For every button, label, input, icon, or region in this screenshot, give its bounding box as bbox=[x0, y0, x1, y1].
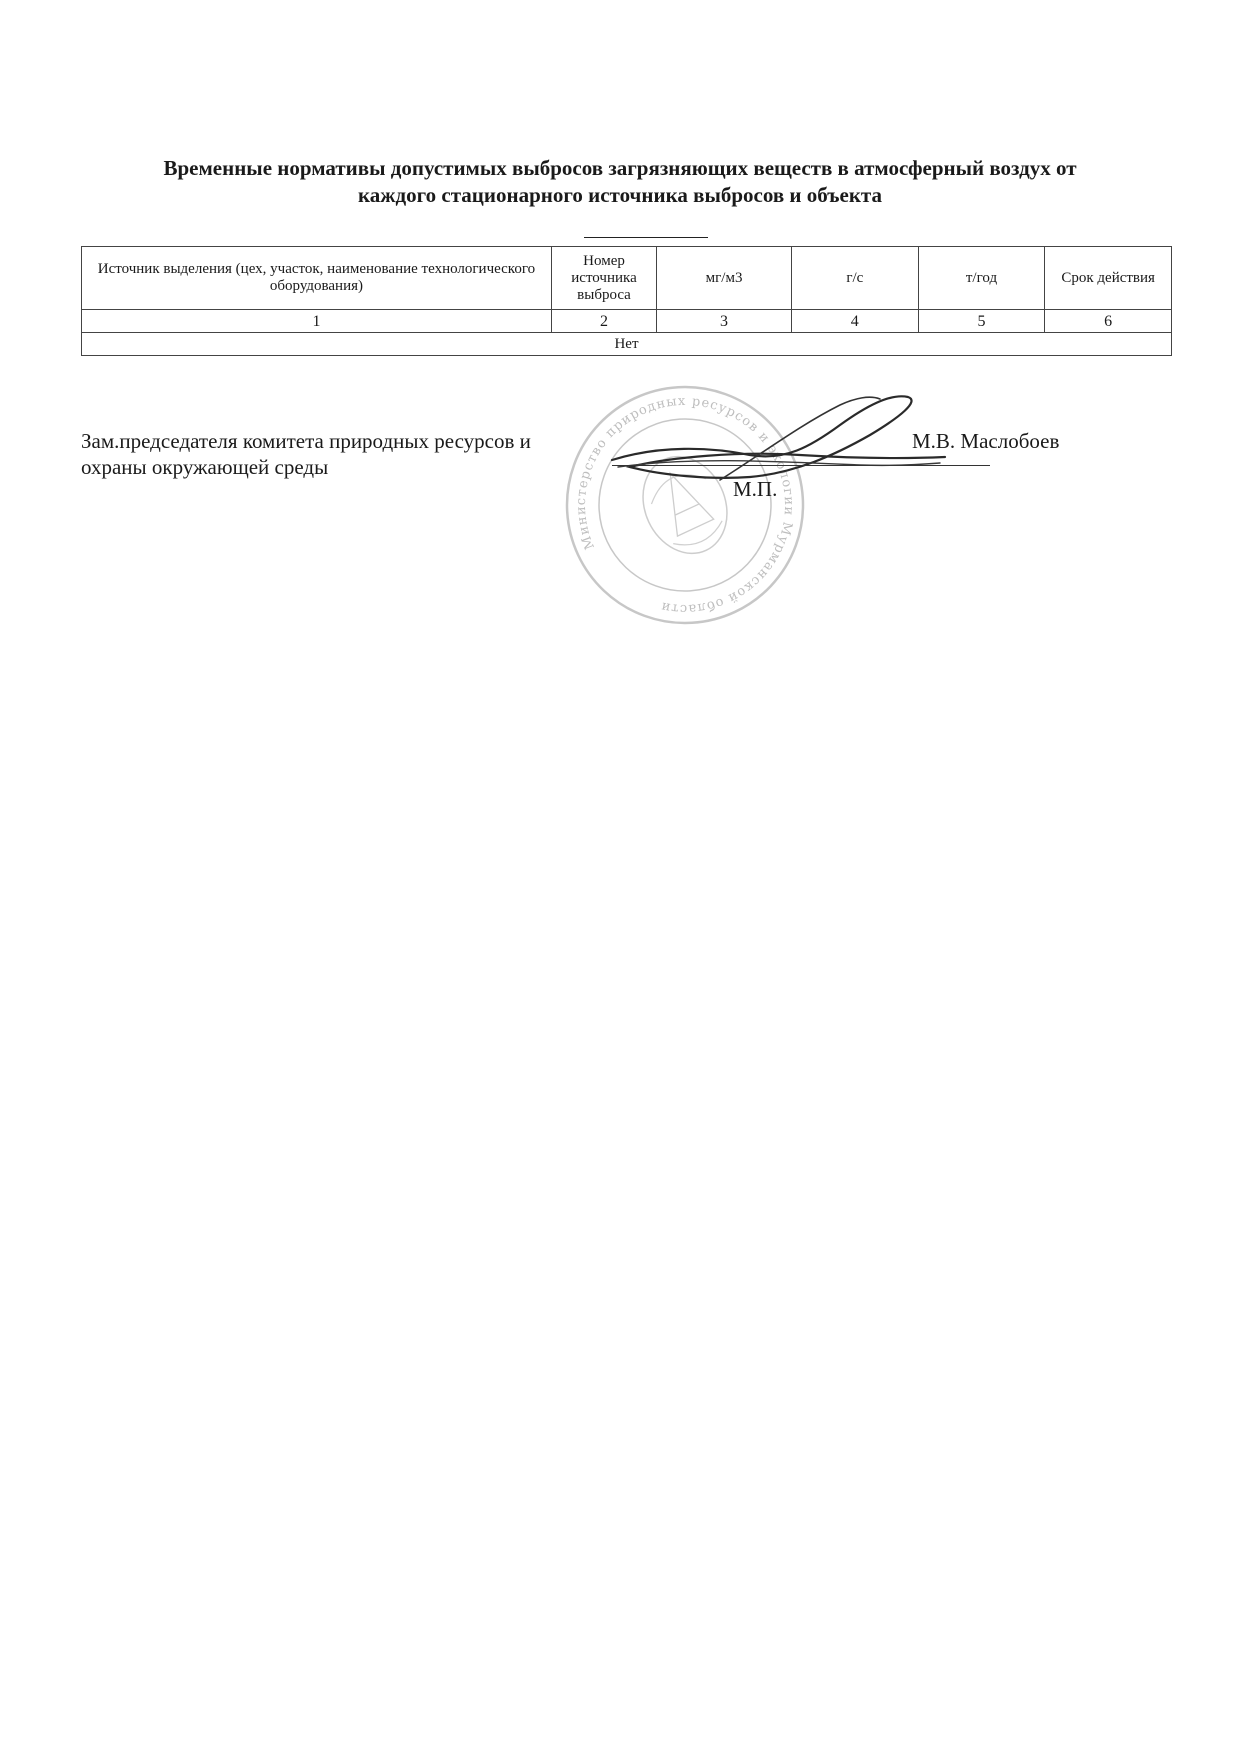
signatory-position: Зам.председателя комитета природных ресурсов и охраны окружающей среды bbox=[81, 429, 531, 479]
table-header-row bbox=[82, 247, 1172, 310]
stamp-text: Министерство природных ресурсов и экологии Мурманской области bbox=[573, 393, 797, 617]
document-title: Временные нормативы допустимых выбросов загрязняющих веществ в атмосферный воздух от каждого стационарного источника выбросов и объекта bbox=[163, 156, 1077, 207]
header-t-year: т/год bbox=[918, 247, 1045, 310]
header-g-s: г/с bbox=[791, 247, 918, 310]
column-number: 2 bbox=[551, 310, 656, 333]
table-row bbox=[82, 333, 1172, 356]
header-mg-m3: мг/м3 bbox=[657, 247, 792, 310]
title-underline bbox=[584, 237, 708, 238]
column-number: 3 bbox=[657, 310, 792, 333]
header-source-number: Номер источника выброса bbox=[551, 247, 656, 310]
column-number: 5 bbox=[918, 310, 1045, 333]
empty-row-text: Нет bbox=[82, 333, 1172, 356]
header-validity: Срок действия bbox=[1045, 247, 1172, 310]
emissions-norms-table bbox=[81, 246, 1172, 356]
column-number: 4 bbox=[791, 310, 918, 333]
column-number: 1 bbox=[82, 310, 552, 333]
signatory-name: М.В. Маслобоев bbox=[912, 429, 1060, 453]
column-number-row bbox=[82, 310, 1172, 333]
signature-line bbox=[612, 465, 990, 466]
header-source: Источник выделения (цех, участок, наименование технологического оборудования) bbox=[82, 247, 552, 310]
seal-place-label: М.П. bbox=[733, 477, 778, 501]
column-number: 6 bbox=[1045, 310, 1172, 333]
